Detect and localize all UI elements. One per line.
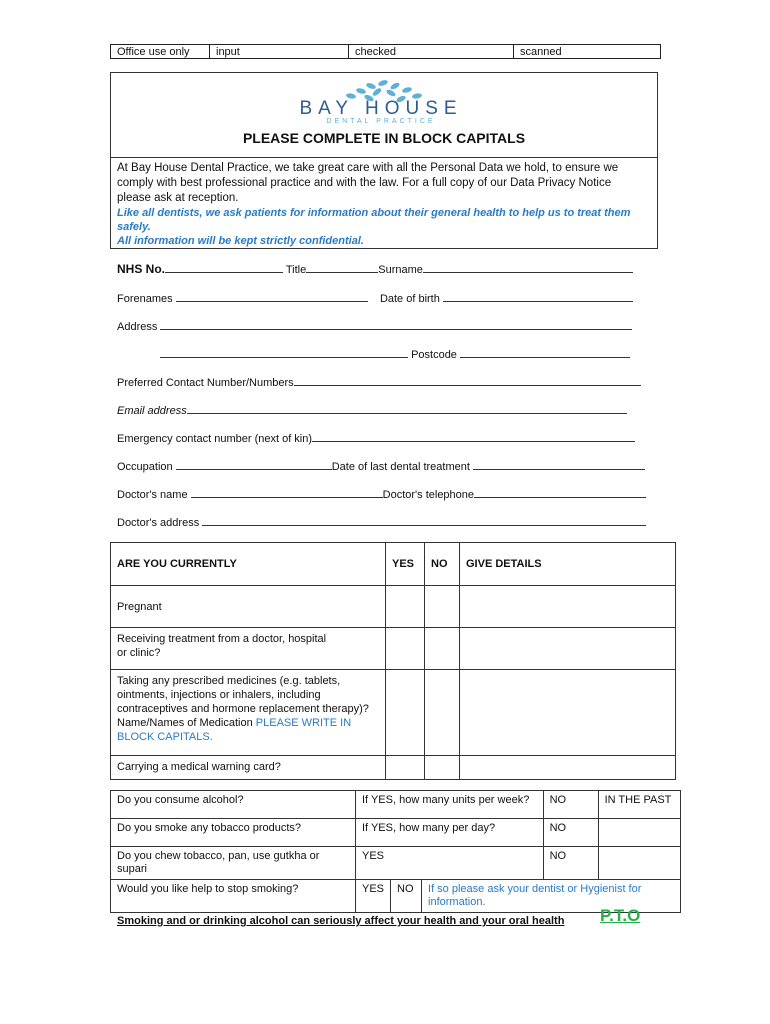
alcohol-question: Do you consume alcohol?: [111, 791, 356, 819]
health-warning: Smoking and or drinking alcohol can seriously affect your health and your oral health: [117, 915, 565, 927]
intro-line-2: comply with best professional practice and with the law. For a full copy of our Data Privacy Notice: [117, 177, 612, 189]
header-question: ARE YOU CURRENTLY: [111, 543, 386, 586]
postcode-label: Postcode: [411, 349, 457, 361]
details-cell[interactable]: [460, 756, 676, 780]
table-row: [111, 628, 676, 670]
privacy-intro: [117, 161, 651, 206]
row-contact: [117, 375, 641, 389]
table-row: [111, 880, 681, 913]
table-row: [111, 670, 676, 756]
alcohol-past[interactable]: IN THE PAST: [598, 791, 680, 819]
table-row: [111, 791, 681, 819]
row-forenames: [117, 291, 633, 305]
intro-line-1: At Bay House Dental Practice, we take great care with all the Personal Data we hold, to ensure we: [117, 162, 619, 174]
q3-line-2: ointments, injections or inhalers, including: [117, 689, 321, 701]
yes-cell[interactable]: [386, 628, 425, 670]
row-nhs: [117, 262, 633, 276]
doctor-name-label: Doctor's name: [117, 489, 188, 501]
smoke-past[interactable]: [598, 819, 680, 847]
office-use-label: Office use only: [111, 45, 210, 59]
forenames-label: Forenames: [117, 293, 173, 305]
forenames-field[interactable]: [176, 291, 368, 302]
q3-line-4: Name/Names of Medication PLEASE WRITE IN: [117, 717, 352, 729]
no-cell[interactable]: [425, 756, 460, 780]
logo-sub-text: DENTAL PRACTICE: [326, 118, 436, 125]
help-no[interactable]: NO: [391, 880, 422, 913]
occupation-label: Occupation: [117, 461, 173, 473]
help-info: If so please ask your dentist or Hygienist for information.: [422, 880, 681, 913]
health-table: [110, 542, 676, 780]
no-cell[interactable]: [425, 628, 460, 670]
chew-question: Do you chew tobacco, pan, use gutkha or supari: [111, 847, 356, 880]
contact-field[interactable]: [294, 375, 641, 386]
header-details: GIVE DETAILS: [460, 543, 676, 586]
note-line-2: All information will be kept strictly confidential.: [117, 235, 364, 247]
habits-table: [110, 790, 681, 913]
yes-cell[interactable]: [386, 586, 425, 628]
doctor-address-label: Doctor's address: [117, 517, 200, 529]
email-label: Email address: [117, 405, 187, 417]
doctor-phone-label: Doctor's telephone: [382, 489, 475, 501]
smoke-no[interactable]: NO: [543, 819, 598, 847]
q3-line-5: BLOCK CAPITALS.: [117, 731, 213, 743]
alcohol-no[interactable]: NO: [543, 791, 598, 819]
q2-line-2: or clinic?: [117, 647, 161, 659]
chew-past[interactable]: [598, 847, 680, 880]
health-header-row: [111, 543, 676, 586]
row-email: [117, 403, 627, 417]
form-title: PLEASE COMPLETE IN BLOCK CAPITALS: [242, 130, 526, 146]
table-row: [111, 847, 681, 880]
office-scanned-cell[interactable]: scanned: [514, 45, 661, 59]
row-doctor: [117, 487, 646, 501]
pto-label: P.T.O: [600, 906, 641, 925]
table-row: [111, 756, 676, 780]
alcohol-units[interactable]: If YES, how many units per week?: [356, 791, 544, 819]
q3-line-1: Taking any prescribed medicines (e.g. tablets,: [117, 675, 341, 687]
last-treatment-field[interactable]: [473, 459, 645, 470]
emergency-field[interactable]: [312, 431, 635, 442]
postcode-field[interactable]: [460, 347, 630, 358]
q2-line-1: Receiving treatment from a doctor, hospital: [117, 633, 327, 645]
emergency-label: Emergency contact number (next of kin): [117, 433, 313, 445]
surname-label: Surname: [378, 264, 423, 276]
yes-cell[interactable]: [386, 670, 425, 756]
q3-line-3: contraceptives and hormone replacement therapy)?: [117, 703, 369, 715]
header-box: [110, 72, 658, 249]
chew-yes[interactable]: YES: [356, 847, 544, 880]
smoke-per-day[interactable]: If YES, how many per day?: [356, 819, 544, 847]
question-warning-card: Carrying a medical warning card?: [111, 756, 386, 780]
logo-main-text: BAY HOUSE: [299, 98, 463, 119]
row-doctor-address: [117, 515, 646, 529]
nhs-field[interactable]: [165, 262, 283, 273]
row-address: [117, 319, 632, 333]
table-row: [111, 586, 676, 628]
office-input-cell[interactable]: input: [210, 45, 349, 59]
header-divider: [111, 157, 657, 158]
header-no: NO: [425, 543, 460, 586]
address-field[interactable]: [160, 319, 632, 330]
bay-house-logo: [231, 77, 531, 127]
note-line-1: Like all dentists, we ask patients for information about their general health to help us to treat them safely.: [117, 207, 631, 233]
question-treatment: [111, 628, 386, 670]
confidentiality-note: [117, 206, 651, 248]
details-cell[interactable]: [460, 586, 676, 628]
row-postcode: [160, 347, 630, 361]
row-emergency: [117, 431, 635, 445]
doctor-name-field[interactable]: [191, 487, 383, 498]
help-yes[interactable]: YES: [356, 880, 391, 913]
address-label: Address: [117, 321, 158, 333]
no-cell[interactable]: [425, 586, 460, 628]
details-cell[interactable]: [460, 670, 676, 756]
smoke-question: Do you smoke any tobacco products?: [111, 819, 356, 847]
office-checked-cell[interactable]: checked: [349, 45, 514, 59]
help-question: Would you like help to stop smoking?: [111, 880, 356, 913]
occupation-field[interactable]: [176, 459, 332, 470]
last-treatment-label: Date of last dental treatment: [331, 461, 470, 473]
surname-field[interactable]: [423, 262, 633, 273]
doctor-phone-field[interactable]: [474, 487, 646, 498]
nhs-label: NHS No.: [117, 262, 165, 276]
table-row: [111, 819, 681, 847]
office-use-strip: [110, 44, 661, 59]
no-cell[interactable]: [425, 670, 460, 756]
row-occupation: [117, 459, 645, 473]
question-pregnant: Pregnant: [111, 586, 386, 628]
doctor-address-field[interactable]: [202, 515, 646, 526]
block-capitals-note: PLEASE WRITE IN: [255, 717, 352, 729]
dob-label: Date of birth: [379, 293, 440, 305]
address-field-2[interactable]: [160, 347, 408, 358]
title-label: Title: [285, 264, 307, 276]
header-yes: YES: [386, 543, 425, 586]
question-medicines: [111, 670, 386, 756]
details-cell[interactable]: [460, 628, 676, 670]
contact-label: Preferred Contact Number/Numbers: [117, 377, 294, 389]
chew-no[interactable]: NO: [543, 847, 598, 880]
dob-field[interactable]: [443, 291, 633, 302]
intro-line-3: please ask at reception.: [117, 192, 239, 204]
yes-cell[interactable]: [386, 756, 425, 780]
email-field[interactable]: [187, 403, 627, 414]
title-field[interactable]: [306, 262, 378, 273]
